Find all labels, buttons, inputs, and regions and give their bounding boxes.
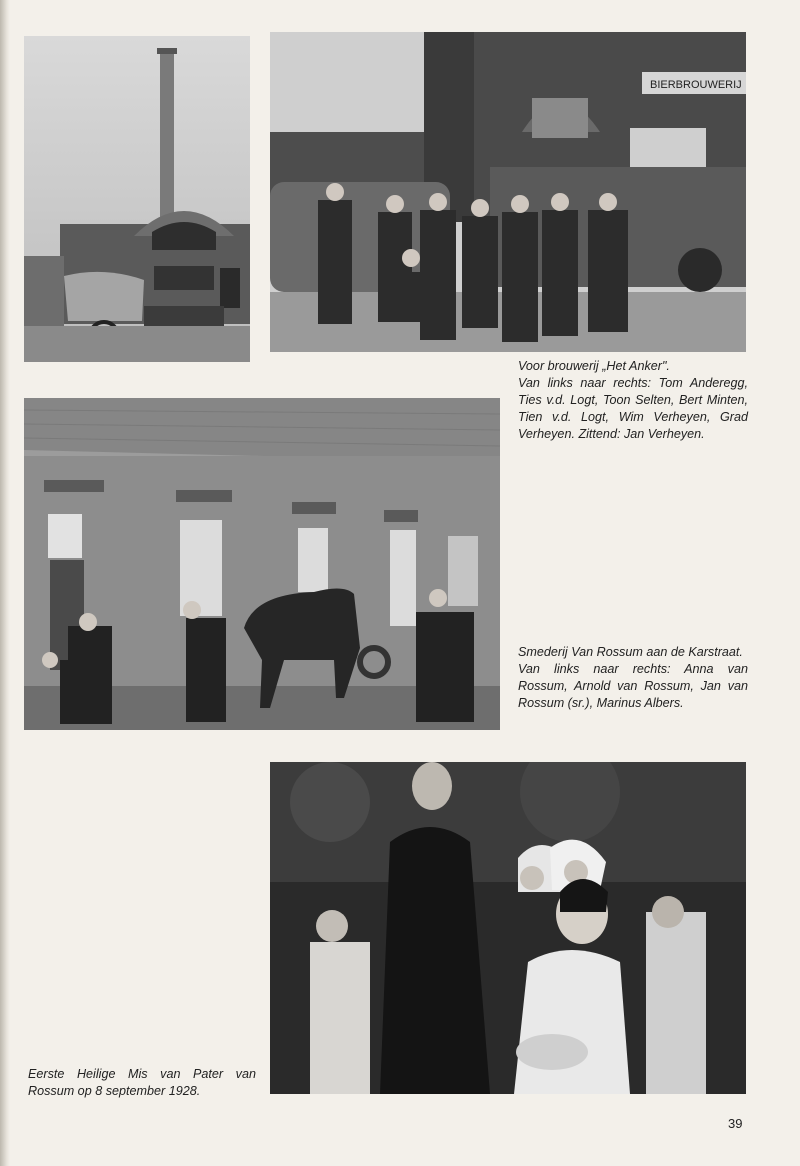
page-number: 39 — [728, 1116, 743, 1131]
brewery-caption — [518, 358, 748, 443]
smithy-caption — [518, 644, 748, 712]
factory-photo — [24, 36, 250, 362]
mass-caption — [28, 1066, 256, 1100]
brewery-caption-title: Voor brouwerij „Het Anker". — [518, 359, 670, 373]
smithy-caption-title: Smederij Van Rossum aan de Karstraat. — [518, 645, 743, 659]
first-mass-photo — [270, 762, 746, 1094]
brewery-crew-photo — [270, 32, 746, 352]
mass-caption-text: Eerste Heilige Mis van Pater van Rossum op 8 september 1928. — [28, 1067, 256, 1098]
brewery-sign-text: BIERBROUWERIJ — [650, 79, 742, 91]
smithy-photo — [24, 398, 500, 730]
brewery-caption-names: Van links naar rechts: Tom Anderegg, Ties v.d. Logt, Toon Selten, Bert Minten, Tien v.d. Logt, Wim Verheyen, Grad Verheyen. Zittend: Jan Verheyen. — [518, 376, 748, 441]
smithy-caption-names: Van links naar rechts: Anna van Rossum, Arnold van Rossum, Jan van Rossum (sr.), Marinus Albers. — [518, 662, 748, 710]
page-gutter-shadow — [0, 0, 10, 1166]
